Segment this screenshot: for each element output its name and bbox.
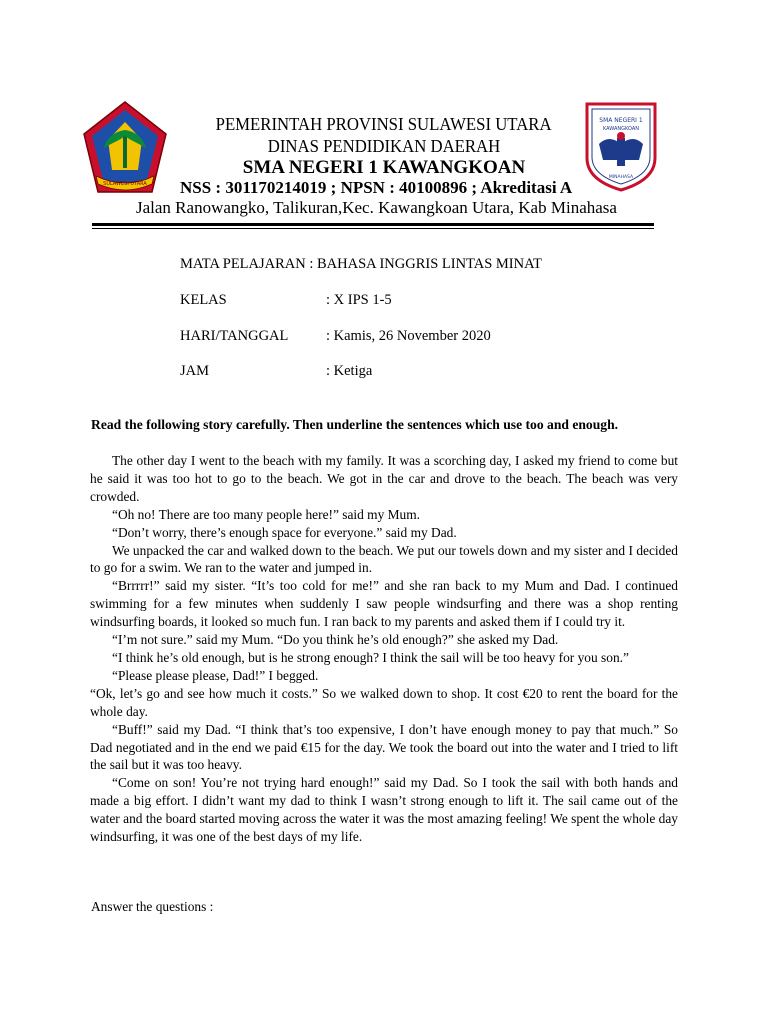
hour-label: JAM: [180, 363, 210, 379]
answer-questions-label: Answer the questions :: [91, 899, 214, 914]
logo-right-bottom-text: MINAHASA: [608, 175, 634, 180]
logo-right-top-text: SMA NEGERI 1: [599, 117, 643, 124]
header-school-ids: NSS : 301170214019 ; NPSN : 40100896 ; Akreditasi A: [180, 178, 573, 197]
story-paragraph: “Buff!” said my Dad. “I think that’s too expensive, I don’t have enough money to pay that much.” So Dad negotiated and in the end we paid €15 for the day. We took the board out into the water and I tried to lift the sail but it was too heavy.: [90, 721, 678, 773]
class-value: : X IPS 1-5: [326, 292, 392, 308]
subject-line: MATA PELAJARAN : BAHASA INGGRIS LINTAS MINAT: [180, 256, 542, 272]
story-paragraph: “Oh no! There are too many people here!” said my Mum.: [112, 506, 421, 522]
header-divider-thin: [92, 228, 654, 229]
story-paragraph: The other day I went to the beach with my family. It was a scorching day, I asked my friend to come but he said it was too hot to go to the beach. We got in the car and drove to the beach. The beach was very crowded.: [90, 453, 678, 504]
class-label: KELAS: [180, 292, 227, 308]
header-school-name: SMA NEGERI 1 KAWANGKOAN: [242, 157, 526, 178]
logo-left-banner-text: SULAWESI UTARA: [103, 181, 147, 187]
header-divider-thick: [92, 223, 654, 226]
logo-right-mid-text: KAWANGKOAN: [602, 126, 640, 132]
story-paragraph: “Come on son! You’re not trying hard enough!” said my Dad. So I took the sail with both hands and made a big effort. I didn’t want my dad to think I wasn’t strong enough to lift it. The sail came out of the water and the board started moving across the water it was the most amazing feeling! We spent the whole day windsurfing, it was one of the best days of my life.: [90, 775, 678, 845]
date-label: HARI/TANGGAL: [180, 328, 289, 344]
story-paragraph: “I’m not sure.” said my Mum. “Do you think he’s old enough?” she asked my Dad.: [112, 632, 559, 648]
story-paragraph: “Brrrrr!” said my sister. “It’s too cold for me!” and she ran back to my Mum and Dad. I continued swimming for a few minutes when suddenly I saw people windsurfing and there was a shop renting windsurfing boards, it looked so much fun. I ran back to my parents and asked them if I could try it.: [90, 578, 678, 630]
instruction-text: Read the following story carefully. Then underline the sentences which use too and enough.: [91, 417, 619, 432]
class-line: [180, 292, 392, 309]
story-paragraph: “I think he’s old enough, but is he strong enough? I think the sail will be too heavy for you son.”: [112, 649, 629, 665]
date-line: [180, 328, 491, 345]
header-address: Jalan Ranowangko, Talikuran,Kec. Kawangkoan Utara, Kab Minahasa: [136, 198, 617, 217]
hour-line: [180, 363, 373, 380]
story-body: [90, 452, 678, 846]
header-department: DINAS PENDIDIKAN DAERAH: [267, 136, 501, 156]
story-paragraph: “Ok, let’s go and see how much it costs.” So we walked down to shop. It cost €20 to rent the board for the whole day.: [90, 685, 678, 719]
header-government: PEMERINTAH PROVINSI SULAWESI UTARA: [216, 114, 552, 134]
story-paragraph: “Don’t worry, there’s enough space for everyone.” said my Dad.: [112, 524, 457, 540]
hour-value: : Ketiga: [326, 363, 373, 379]
date-value: : Kamis, 26 November 2020: [326, 328, 491, 344]
story-paragraph: We unpacked the car and walked down to the beach. We put our towels down and my sister and I decided to go for a swim. We ran to the water and jumped in.: [90, 542, 678, 576]
story-paragraph: “Please please please, Dad!” I begged.: [112, 667, 319, 683]
